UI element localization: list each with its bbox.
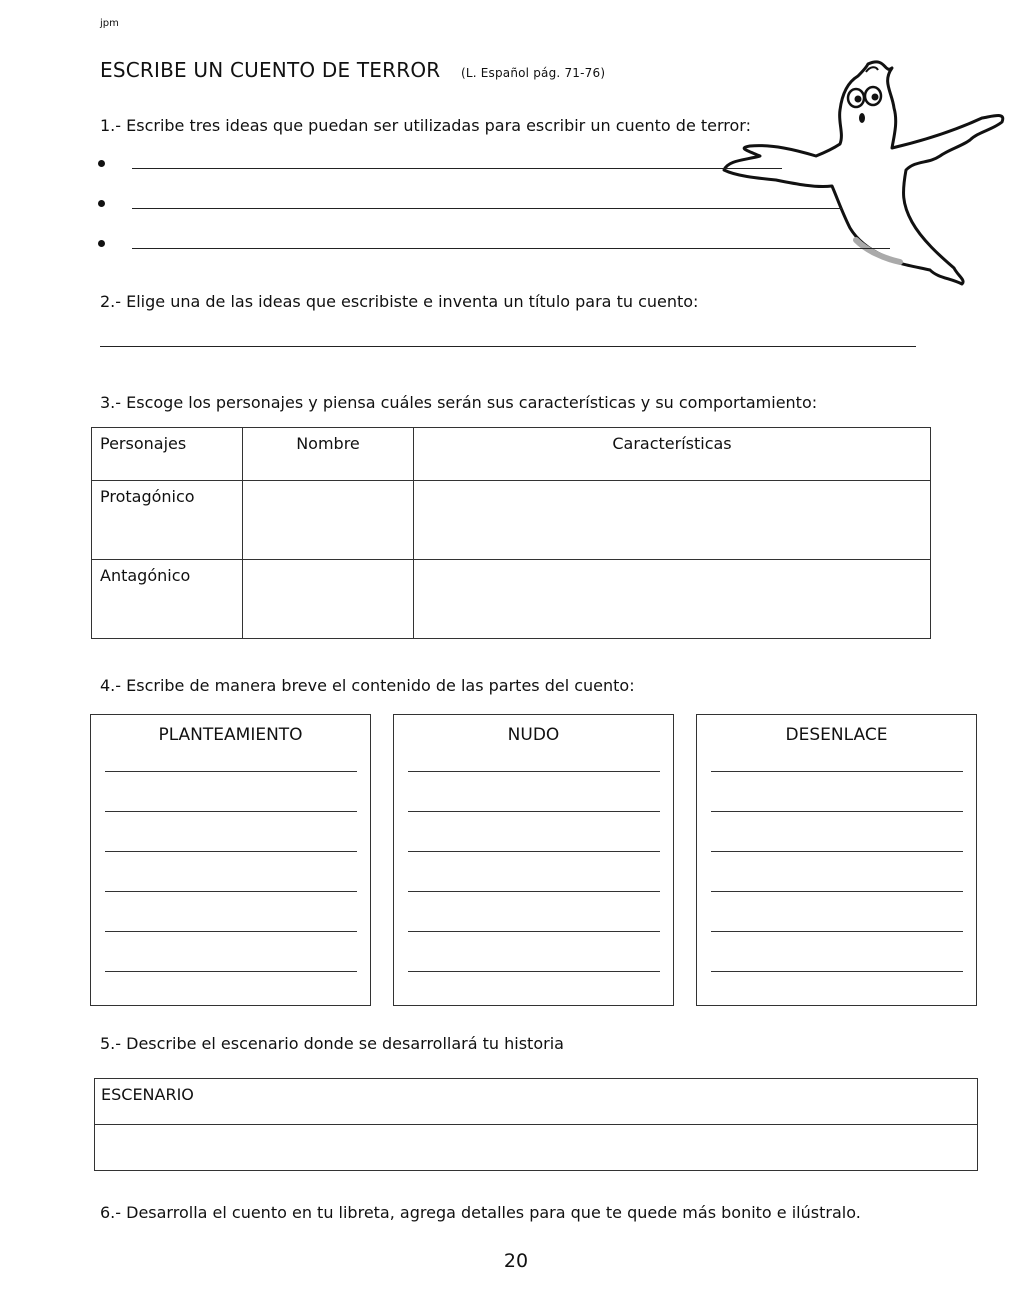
header-caracteristicas: Características — [414, 428, 931, 481]
idea-3-line[interactable] — [132, 248, 890, 249]
writing-line[interactable] — [105, 811, 357, 812]
nudo-heading: NUDO — [507, 725, 560, 745]
page-title — [100, 58, 605, 82]
header-nombre: Nombre — [243, 428, 414, 481]
writing-line[interactable] — [105, 771, 357, 772]
antagonist-traits-cell[interactable] — [414, 560, 931, 639]
row-label-antagonico: Antagónico — [92, 560, 243, 639]
writing-line[interactable] — [408, 851, 660, 852]
writing-line[interactable] — [711, 811, 963, 812]
writing-line[interactable] — [408, 971, 660, 972]
writing-line[interactable] — [408, 771, 660, 772]
planteamiento-heading: PLANTEAMIENTO — [158, 725, 303, 745]
scenario-box — [94, 1078, 978, 1171]
row-label-protagonico: Protagónico — [92, 481, 243, 560]
page-number: 20 — [503, 1250, 529, 1272]
question-6-prompt: 6.- Desarrolla el cuento en tu libreta, agrega detalles para que te quede más bonito e ilústralo. — [100, 1203, 861, 1222]
question-4-prompt: 4.- Escribe de manera breve el contenido de las partes del cuento: — [100, 676, 635, 695]
idea-2-line[interactable] — [132, 208, 842, 209]
table-row — [92, 560, 931, 639]
book-reference: (L. Español pág. 71-76) — [460, 66, 606, 80]
story-title-line[interactable] — [100, 346, 916, 347]
bullet-icon — [98, 240, 105, 247]
scenario-label: ESCENARIO — [95, 1079, 977, 1125]
bullet-icon — [98, 200, 105, 207]
desenlace-heading: DESENLACE — [785, 725, 888, 745]
writing-line[interactable] — [408, 891, 660, 892]
writing-line[interactable] — [105, 851, 357, 852]
writing-line[interactable] — [408, 811, 660, 812]
writing-line[interactable] — [711, 971, 963, 972]
bullet-icon — [98, 160, 105, 167]
writing-line[interactable] — [105, 971, 357, 972]
writing-line[interactable] — [711, 851, 963, 852]
table-row — [92, 481, 931, 560]
header-personajes: Personajes — [92, 428, 243, 481]
question-1-prompt: 1.- Escribe tres ideas que puedan ser utilizadas para escribir un cuento de terror: — [100, 116, 751, 135]
nudo-box — [393, 714, 674, 1006]
desenlace-box — [696, 714, 977, 1006]
question-3-prompt: 3.- Escoge los personajes y piensa cuáles serán sus características y su comportamiento: — [100, 393, 818, 412]
author-initials: jpm — [100, 18, 119, 29]
characters-table — [91, 427, 931, 639]
writing-line[interactable] — [105, 891, 357, 892]
protagonist-traits-cell[interactable] — [414, 481, 931, 560]
writing-line[interactable] — [408, 931, 660, 932]
scenario-answer-area[interactable] — [95, 1125, 977, 1170]
writing-line[interactable] — [105, 931, 357, 932]
protagonist-name-cell[interactable] — [243, 481, 414, 560]
question-2-prompt: 2.- Elige una de las ideas que escribiste e inventa un título para tu cuento: — [100, 292, 699, 311]
question-5-prompt: 5.- Describe el escenario donde se desarrollará tu historia — [100, 1034, 564, 1053]
idea-1-line[interactable] — [132, 168, 782, 169]
table-header-row — [92, 428, 931, 481]
planteamiento-box — [90, 714, 371, 1006]
writing-line[interactable] — [711, 891, 963, 892]
title-text: ESCRIBE UN CUENTO DE TERROR — [100, 58, 441, 82]
ghost-icon — [716, 52, 1012, 292]
writing-line[interactable] — [711, 771, 963, 772]
writing-line[interactable] — [711, 931, 963, 932]
antagonist-name-cell[interactable] — [243, 560, 414, 639]
